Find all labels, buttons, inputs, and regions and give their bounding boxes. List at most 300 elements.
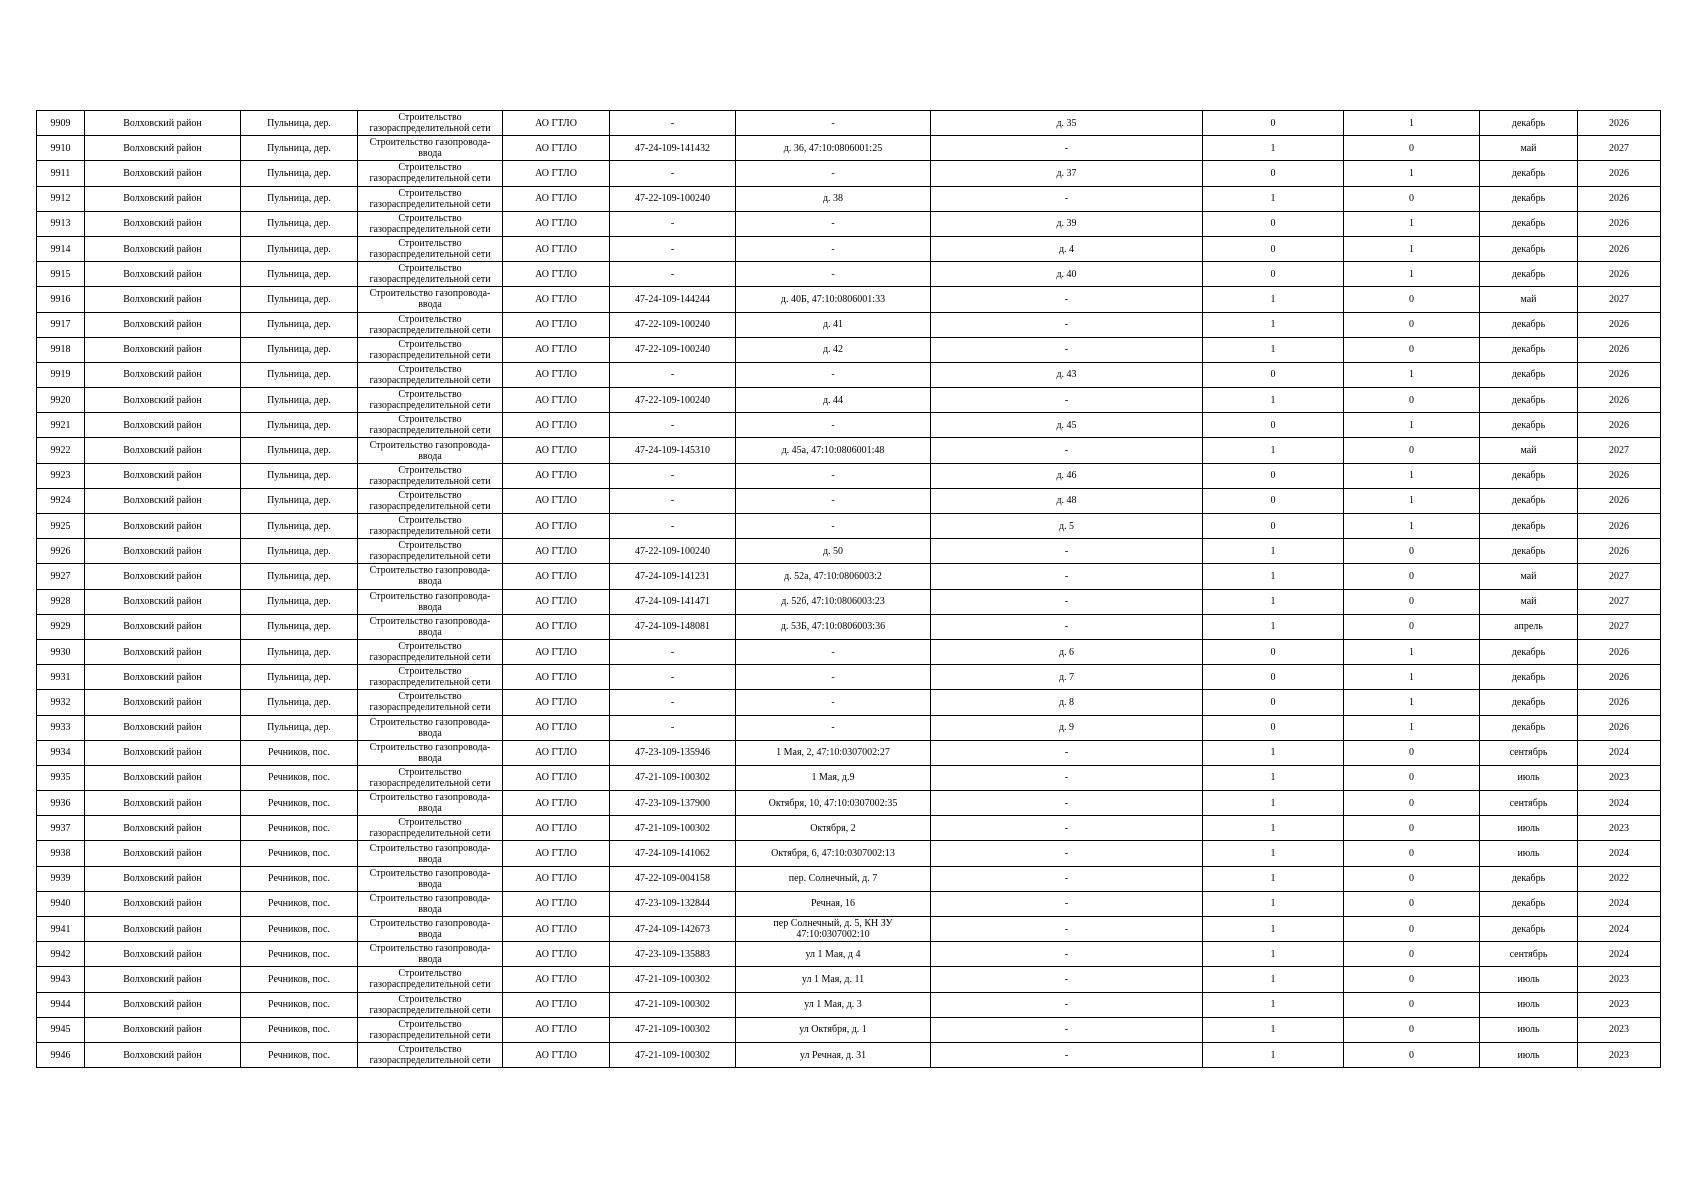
cell-house: д. 48	[931, 488, 1203, 513]
cell-work-type: Строительство газораспределительной сети	[358, 992, 503, 1017]
table-row	[37, 967, 1661, 992]
cell-year: 2026	[1578, 211, 1661, 236]
cell-count-b: 0	[1344, 388, 1480, 413]
cell-address: -	[736, 236, 931, 261]
table-row	[37, 942, 1661, 967]
cell-month: декабрь	[1480, 262, 1578, 287]
cell-request-number: -	[610, 161, 736, 186]
cell-year: 2026	[1578, 539, 1661, 564]
cell-house: -	[931, 791, 1203, 816]
cell-work-type: Строительство газораспределительной сети	[358, 1042, 503, 1067]
cell-work-type: Строительство газораспределительной сети	[358, 211, 503, 236]
cell-month: декабрь	[1480, 917, 1578, 942]
cell-organization: АО ГТЛО	[503, 388, 610, 413]
cell-organization: АО ГТЛО	[503, 639, 610, 664]
cell-month: май	[1480, 287, 1578, 312]
cell-year: 2022	[1578, 866, 1661, 891]
cell-house: -	[931, 992, 1203, 1017]
cell-count-a: 1	[1203, 942, 1344, 967]
cell-work-type: Строительство газораспределительной сети	[358, 161, 503, 186]
cell-count-b: 0	[1344, 967, 1480, 992]
cell-year: 2024	[1578, 891, 1661, 916]
cell-address: -	[736, 463, 931, 488]
cell-locality: Пульница, дер.	[241, 614, 358, 639]
cell-count-a: 1	[1203, 287, 1344, 312]
cell-year: 2026	[1578, 639, 1661, 664]
cell-work-type: Строительство газораспределительной сети	[358, 362, 503, 387]
cell-organization: АО ГТЛО	[503, 665, 610, 690]
cell-organization: АО ГТЛО	[503, 967, 610, 992]
cell-request-number: 47-21-109-100302	[610, 992, 736, 1017]
cell-district: Волховский район	[85, 161, 241, 186]
cell-district: Волховский район	[85, 816, 241, 841]
cell-locality: Речников, пос.	[241, 765, 358, 790]
cell-row-number: 9920	[37, 388, 85, 413]
cell-work-type: Строительство газопровода-ввода	[358, 917, 503, 942]
cell-month: декабрь	[1480, 211, 1578, 236]
cell-house: д. 7	[931, 665, 1203, 690]
cell-address: -	[736, 262, 931, 287]
cell-district: Волховский район	[85, 287, 241, 312]
cell-locality: Пульница, дер.	[241, 161, 358, 186]
cell-organization: АО ГТЛО	[503, 614, 610, 639]
cell-count-b: 1	[1344, 488, 1480, 513]
cell-district: Волховский район	[85, 111, 241, 136]
cell-count-b: 0	[1344, 438, 1480, 463]
cell-row-number: 9911	[37, 161, 85, 186]
cell-district: Волховский район	[85, 891, 241, 916]
cell-count-a: 1	[1203, 589, 1344, 614]
cell-count-b: 0	[1344, 1017, 1480, 1042]
cell-district: Волховский район	[85, 715, 241, 740]
cell-locality: Пульница, дер.	[241, 413, 358, 438]
cell-year: 2027	[1578, 136, 1661, 161]
cell-count-b: 0	[1344, 942, 1480, 967]
table-row	[37, 589, 1661, 614]
cell-count-a: 0	[1203, 211, 1344, 236]
cell-count-a: 0	[1203, 161, 1344, 186]
cell-count-a: 1	[1203, 816, 1344, 841]
cell-locality: Пульница, дер.	[241, 136, 358, 161]
cell-address: -	[736, 413, 931, 438]
cell-organization: АО ГТЛО	[503, 917, 610, 942]
cell-count-a: 1	[1203, 438, 1344, 463]
cell-year: 2024	[1578, 841, 1661, 866]
table-row	[37, 312, 1661, 337]
cell-organization: АО ГТЛО	[503, 992, 610, 1017]
cell-count-b: 0	[1344, 614, 1480, 639]
cell-row-number: 9914	[37, 236, 85, 261]
cell-month: декабрь	[1480, 891, 1578, 916]
cell-district: Волховский район	[85, 564, 241, 589]
cell-count-b: 1	[1344, 413, 1480, 438]
cell-work-type: Строительство газораспределительной сети	[358, 1017, 503, 1042]
cell-house: д. 8	[931, 690, 1203, 715]
cell-work-type: Строительство газопровода-ввода	[358, 438, 503, 463]
cell-row-number: 9945	[37, 1017, 85, 1042]
cell-address: 1 Мая, д.9	[736, 765, 931, 790]
cell-row-number: 9916	[37, 287, 85, 312]
cell-request-number: 47-22-109-100240	[610, 186, 736, 211]
table-row	[37, 186, 1661, 211]
cell-district: Волховский район	[85, 413, 241, 438]
cell-locality: Пульница, дер.	[241, 690, 358, 715]
cell-work-type: Строительство газопровода-ввода	[358, 136, 503, 161]
cell-month: май	[1480, 438, 1578, 463]
cell-work-type: Строительство газораспределительной сети	[358, 539, 503, 564]
cell-month: сентябрь	[1480, 740, 1578, 765]
cell-district: Волховский район	[85, 942, 241, 967]
cell-count-a: 0	[1203, 665, 1344, 690]
cell-count-b: 0	[1344, 866, 1480, 891]
cell-row-number: 9923	[37, 463, 85, 488]
cell-request-number: -	[610, 488, 736, 513]
cell-address: -	[736, 488, 931, 513]
cell-year: 2026	[1578, 236, 1661, 261]
cell-month: июль	[1480, 1042, 1578, 1067]
cell-month: декабрь	[1480, 514, 1578, 539]
cell-district: Волховский район	[85, 765, 241, 790]
cell-request-number: 47-23-109-135946	[610, 740, 736, 765]
cell-house: д. 35	[931, 111, 1203, 136]
cell-year: 2026	[1578, 665, 1661, 690]
cell-count-a: 1	[1203, 1042, 1344, 1067]
cell-organization: АО ГТЛО	[503, 841, 610, 866]
cell-request-number: 47-24-109-142673	[610, 917, 736, 942]
cell-request-number: 47-24-109-141471	[610, 589, 736, 614]
cell-organization: АО ГТЛО	[503, 186, 610, 211]
cell-count-b: 1	[1344, 639, 1480, 664]
cell-work-type: Строительство газопровода-ввода	[358, 791, 503, 816]
cell-locality: Речников, пос.	[241, 816, 358, 841]
cell-request-number: -	[610, 665, 736, 690]
cell-year: 2024	[1578, 917, 1661, 942]
cell-locality: Речников, пос.	[241, 967, 358, 992]
cell-organization: АО ГТЛО	[503, 161, 610, 186]
cell-district: Волховский район	[85, 1042, 241, 1067]
cell-work-type: Строительство газопровода-ввода	[358, 866, 503, 891]
cell-request-number: 47-22-109-004158	[610, 866, 736, 891]
cell-district: Волховский район	[85, 463, 241, 488]
cell-row-number: 9940	[37, 891, 85, 916]
cell-address: Октября, 2	[736, 816, 931, 841]
cell-locality: Пульница, дер.	[241, 715, 358, 740]
cell-address: д. 41	[736, 312, 931, 337]
cell-year: 2027	[1578, 287, 1661, 312]
cell-request-number: -	[610, 413, 736, 438]
cell-house: д. 46	[931, 463, 1203, 488]
table-row	[37, 690, 1661, 715]
cell-house: д. 4	[931, 236, 1203, 261]
cell-work-type: Строительство газораспределительной сети	[358, 463, 503, 488]
cell-work-type: Строительство газораспределительной сети	[358, 816, 503, 841]
cell-count-a: 1	[1203, 992, 1344, 1017]
cell-work-type: Строительство газораспределительной сети	[358, 690, 503, 715]
cell-count-b: 0	[1344, 589, 1480, 614]
cell-count-a: 1	[1203, 1017, 1344, 1042]
cell-count-a: 0	[1203, 514, 1344, 539]
cell-count-b: 0	[1344, 765, 1480, 790]
cell-address: ул Октября, д. 1	[736, 1017, 931, 1042]
cell-month: апрель	[1480, 614, 1578, 639]
cell-row-number: 9943	[37, 967, 85, 992]
cell-year: 2026	[1578, 413, 1661, 438]
cell-row-number: 9909	[37, 111, 85, 136]
cell-month: июль	[1480, 1017, 1578, 1042]
cell-address: пер. Солнечный, д. 7	[736, 866, 931, 891]
cell-address: ул 1 Мая, д 4	[736, 942, 931, 967]
cell-month: декабрь	[1480, 866, 1578, 891]
cell-locality: Пульница, дер.	[241, 589, 358, 614]
cell-request-number: -	[610, 690, 736, 715]
cell-request-number: 47-23-109-137900	[610, 791, 736, 816]
cell-row-number: 9938	[37, 841, 85, 866]
cell-address: 1 Мая, 2, 47:10:0307002:27	[736, 740, 931, 765]
cell-locality: Пульница, дер.	[241, 463, 358, 488]
cell-count-a: 1	[1203, 136, 1344, 161]
cell-locality: Речников, пос.	[241, 841, 358, 866]
cell-year: 2023	[1578, 816, 1661, 841]
cell-district: Волховский район	[85, 1017, 241, 1042]
cell-month: декабрь	[1480, 463, 1578, 488]
cell-house: -	[931, 186, 1203, 211]
cell-district: Волховский район	[85, 665, 241, 690]
cell-locality: Речников, пос.	[241, 942, 358, 967]
cell-month: декабрь	[1480, 639, 1578, 664]
cell-month: декабрь	[1480, 236, 1578, 261]
cell-work-type: Строительство газораспределительной сети	[358, 186, 503, 211]
cell-year: 2026	[1578, 715, 1661, 740]
cell-count-b: 0	[1344, 1042, 1480, 1067]
cell-organization: АО ГТЛО	[503, 740, 610, 765]
cell-address: д. 42	[736, 337, 931, 362]
cell-year: 2023	[1578, 1017, 1661, 1042]
cell-request-number: 47-22-109-100240	[610, 312, 736, 337]
table-row	[37, 639, 1661, 664]
cell-month: май	[1480, 564, 1578, 589]
table-row	[37, 463, 1661, 488]
cell-request-number: 47-22-109-100240	[610, 539, 736, 564]
table-row	[37, 715, 1661, 740]
cell-count-b: 0	[1344, 791, 1480, 816]
cell-address: ул 1 Мая, д. 11	[736, 967, 931, 992]
cell-district: Волховский район	[85, 740, 241, 765]
cell-count-a: 0	[1203, 413, 1344, 438]
cell-work-type: Строительство газопровода-ввода	[358, 740, 503, 765]
cell-request-number: 47-21-109-100302	[610, 1017, 736, 1042]
cell-month: декабрь	[1480, 690, 1578, 715]
cell-request-number: -	[610, 639, 736, 664]
cell-work-type: Строительство газораспределительной сети	[358, 236, 503, 261]
cell-request-number: 47-24-109-141231	[610, 564, 736, 589]
cell-month: декабрь	[1480, 111, 1578, 136]
cell-house: -	[931, 312, 1203, 337]
cell-locality: Речников, пос.	[241, 866, 358, 891]
cell-locality: Пульница, дер.	[241, 186, 358, 211]
cell-address: д. 52а, 47:10:0806003:2	[736, 564, 931, 589]
cell-year: 2023	[1578, 765, 1661, 790]
cell-request-number: 47-24-109-144244	[610, 287, 736, 312]
cell-address: д. 40Б, 47:10:0806001:33	[736, 287, 931, 312]
cell-organization: АО ГТЛО	[503, 136, 610, 161]
cell-row-number: 9910	[37, 136, 85, 161]
cell-address: ул Речная, д. 31	[736, 1042, 931, 1067]
cell-organization: АО ГТЛО	[503, 765, 610, 790]
cell-year: 2027	[1578, 614, 1661, 639]
cell-house: -	[931, 614, 1203, 639]
cell-work-type: Строительство газораспределительной сети	[358, 488, 503, 513]
cell-locality: Речников, пос.	[241, 917, 358, 942]
cell-month: декабрь	[1480, 539, 1578, 564]
table-row	[37, 539, 1661, 564]
cell-month: декабрь	[1480, 337, 1578, 362]
cell-year: 2026	[1578, 312, 1661, 337]
cell-address: д. 50	[736, 539, 931, 564]
cell-locality: Пульница, дер.	[241, 287, 358, 312]
table-row	[37, 564, 1661, 589]
cell-address: пер Солнечный, д. 5, КН ЗУ 47:10:0307002:10	[736, 917, 931, 942]
cell-work-type: Строительство газораспределительной сети	[358, 111, 503, 136]
cell-count-b: 1	[1344, 161, 1480, 186]
cell-month: декабрь	[1480, 413, 1578, 438]
cell-year: 2027	[1578, 438, 1661, 463]
cell-address: -	[736, 690, 931, 715]
cell-count-b: 0	[1344, 816, 1480, 841]
cell-district: Волховский район	[85, 967, 241, 992]
cell-district: Волховский район	[85, 690, 241, 715]
cell-house: -	[931, 438, 1203, 463]
cell-row-number: 9926	[37, 539, 85, 564]
cell-month: май	[1480, 136, 1578, 161]
table-row	[37, 136, 1661, 161]
cell-year: 2026	[1578, 514, 1661, 539]
cell-request-number: 47-22-109-100240	[610, 337, 736, 362]
cell-organization: АО ГТЛО	[503, 236, 610, 261]
cell-count-a: 0	[1203, 362, 1344, 387]
cell-house: -	[931, 337, 1203, 362]
cell-year: 2024	[1578, 942, 1661, 967]
cell-month: июль	[1480, 765, 1578, 790]
cell-month: декабрь	[1480, 715, 1578, 740]
table-row	[37, 413, 1661, 438]
cell-row-number: 9912	[37, 186, 85, 211]
cell-month: июль	[1480, 992, 1578, 1017]
cell-count-a: 1	[1203, 917, 1344, 942]
cell-month: июль	[1480, 841, 1578, 866]
cell-count-a: 1	[1203, 740, 1344, 765]
cell-organization: АО ГТЛО	[503, 539, 610, 564]
cell-month: декабрь	[1480, 161, 1578, 186]
cell-request-number: -	[610, 463, 736, 488]
cell-count-a: 0	[1203, 463, 1344, 488]
cell-work-type: Строительство газораспределительной сети	[358, 262, 503, 287]
cell-organization: АО ГТЛО	[503, 891, 610, 916]
cell-request-number: 47-21-109-100302	[610, 816, 736, 841]
cell-row-number: 9921	[37, 413, 85, 438]
cell-row-number: 9942	[37, 942, 85, 967]
cell-row-number: 9933	[37, 715, 85, 740]
cell-request-number: 47-21-109-100302	[610, 1042, 736, 1067]
cell-row-number: 9924	[37, 488, 85, 513]
cell-organization: АО ГТЛО	[503, 488, 610, 513]
cell-work-type: Строительство газораспределительной сети	[358, 765, 503, 790]
cell-locality: Пульница, дер.	[241, 312, 358, 337]
cell-district: Волховский район	[85, 388, 241, 413]
cell-row-number: 9934	[37, 740, 85, 765]
cell-work-type: Строительство газораспределительной сети	[358, 388, 503, 413]
cell-count-b: 0	[1344, 891, 1480, 916]
cell-organization: АО ГТЛО	[503, 413, 610, 438]
table-row	[37, 111, 1661, 136]
cell-work-type: Строительство газопровода-ввода	[358, 841, 503, 866]
cell-locality: Речников, пос.	[241, 992, 358, 1017]
cell-address: -	[736, 211, 931, 236]
cell-year: 2024	[1578, 791, 1661, 816]
cell-count-a: 0	[1203, 262, 1344, 287]
cell-address: -	[736, 639, 931, 664]
cell-house: -	[931, 841, 1203, 866]
cell-count-b: 1	[1344, 665, 1480, 690]
table-row	[37, 866, 1661, 891]
cell-organization: АО ГТЛО	[503, 287, 610, 312]
cell-locality: Пульница, дер.	[241, 639, 358, 664]
cell-organization: АО ГТЛО	[503, 589, 610, 614]
cell-work-type: Строительство газопровода-ввода	[358, 287, 503, 312]
cell-request-number: 47-22-109-100240	[610, 388, 736, 413]
cell-house: -	[931, 891, 1203, 916]
cell-district: Волховский район	[85, 917, 241, 942]
cell-count-a: 1	[1203, 186, 1344, 211]
cell-year: 2026	[1578, 388, 1661, 413]
table-row	[37, 740, 1661, 765]
cell-year: 2023	[1578, 967, 1661, 992]
cell-row-number: 9941	[37, 917, 85, 942]
cell-address: -	[736, 715, 931, 740]
cell-row-number: 9930	[37, 639, 85, 664]
cell-row-number: 9937	[37, 816, 85, 841]
table-row	[37, 287, 1661, 312]
cell-count-a: 1	[1203, 388, 1344, 413]
cell-house: -	[931, 967, 1203, 992]
cell-organization: АО ГТЛО	[503, 514, 610, 539]
cell-request-number: 47-23-109-132844	[610, 891, 736, 916]
cell-organization: АО ГТЛО	[503, 1017, 610, 1042]
cell-locality: Речников, пос.	[241, 1042, 358, 1067]
cell-count-b: 0	[1344, 992, 1480, 1017]
cell-year: 2026	[1578, 262, 1661, 287]
cell-organization: АО ГТЛО	[503, 312, 610, 337]
cell-locality: Пульница, дер.	[241, 111, 358, 136]
cell-house: -	[931, 1042, 1203, 1067]
cell-house: -	[931, 816, 1203, 841]
cell-house: д. 43	[931, 362, 1203, 387]
cell-address: Октября, 6, 47:10:0307002:13	[736, 841, 931, 866]
cell-work-type: Строительство газораспределительной сети	[358, 514, 503, 539]
cell-house: -	[931, 1017, 1203, 1042]
cell-locality: Пульница, дер.	[241, 665, 358, 690]
cell-address: д. 44	[736, 388, 931, 413]
cell-year: 2026	[1578, 111, 1661, 136]
cell-count-a: 1	[1203, 841, 1344, 866]
cell-organization: АО ГТЛО	[503, 715, 610, 740]
cell-count-a: 1	[1203, 967, 1344, 992]
cell-count-a: 1	[1203, 765, 1344, 790]
cell-month: декабрь	[1480, 665, 1578, 690]
cell-count-b: 0	[1344, 564, 1480, 589]
cell-work-type: Строительство газопровода-ввода	[358, 715, 503, 740]
cell-count-a: 0	[1203, 236, 1344, 261]
cell-month: июль	[1480, 967, 1578, 992]
